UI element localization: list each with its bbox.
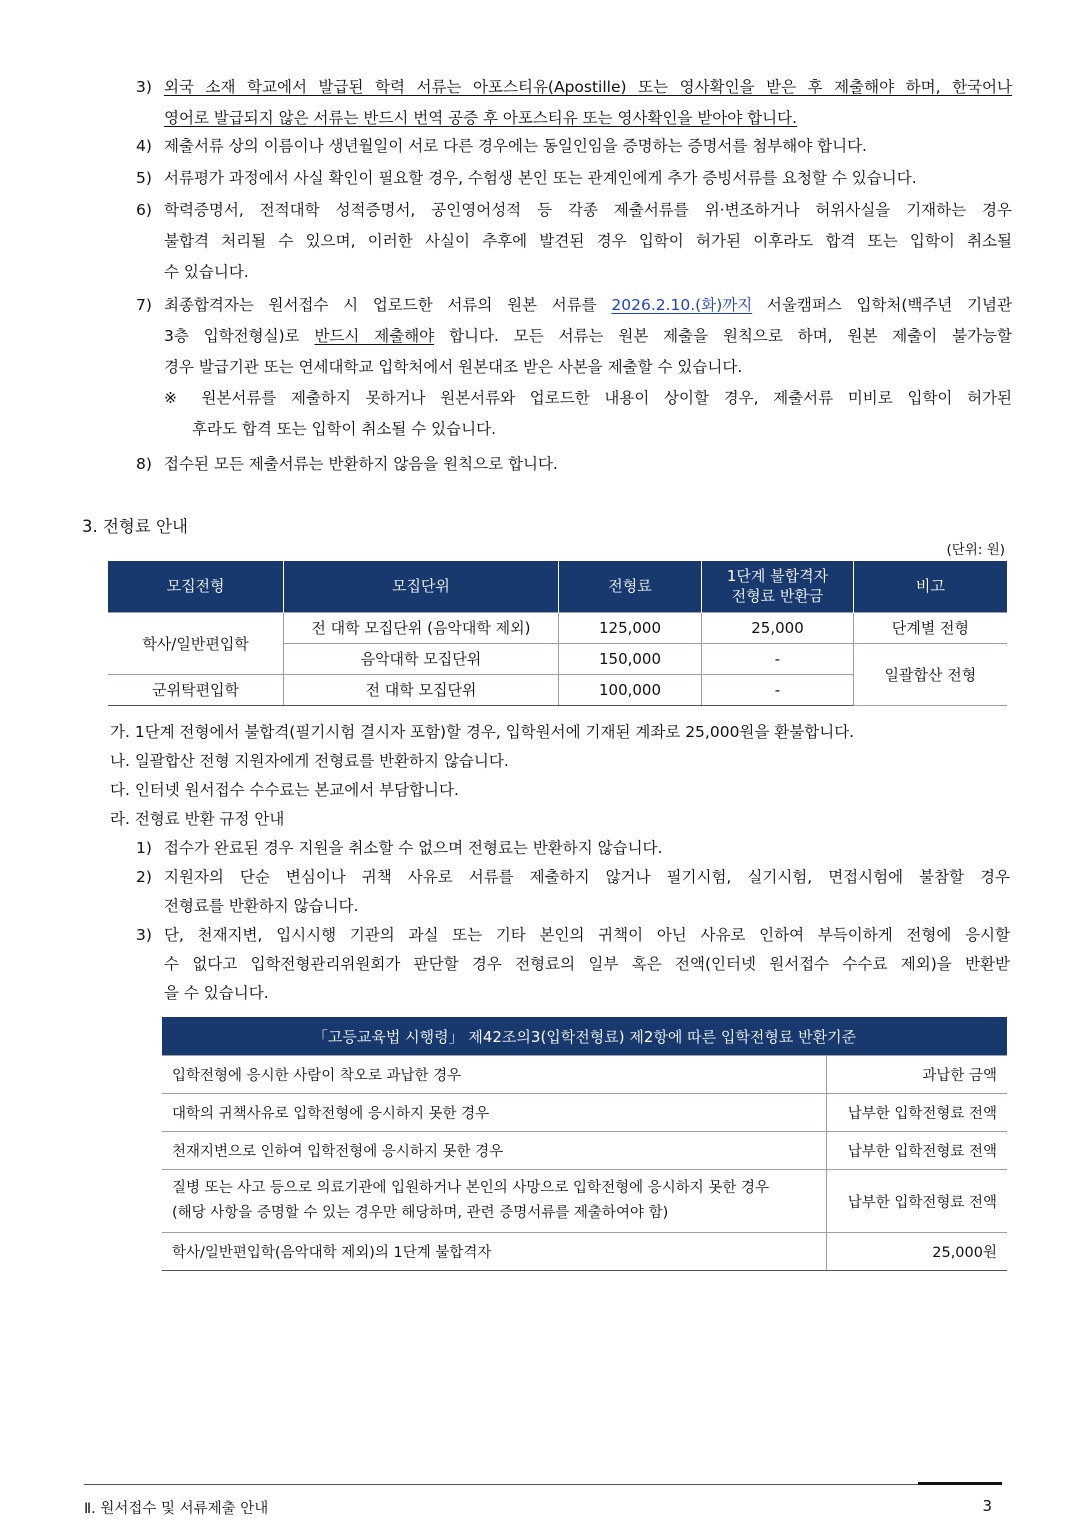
- list-item-7: [136, 290, 1012, 445]
- fee-notes: [110, 718, 1010, 1008]
- table-row: [162, 1056, 1007, 1094]
- item-text: 합니다. 모든 서류는 원본 제출을 원칙으로 하며, 원본 제출이 불가능할: [434, 327, 1012, 345]
- column-header: 모집단위: [284, 561, 559, 612]
- item-number: 3): [136, 926, 152, 944]
- refund-amount: 납부한 입학전형료 전액: [827, 1170, 1008, 1233]
- item-text: 제출서류 상의 이름이나 생년월일이 서로 다른 경우에는 동일인임을 증명하는 증명서를 첨부해야 합니다.: [164, 137, 867, 155]
- footer-section-title: Ⅱ. 원서접수 및 서류제출 안내: [84, 1501, 269, 1517]
- item-text: 을 수 있습니다.: [164, 984, 269, 1002]
- table-cell: -: [702, 643, 853, 674]
- table-cell: 학사/일반편입학: [108, 612, 284, 674]
- refund-case: 질병 또는 사고 등으로 의료기관에 입원하거나 본인의 사망으로 입학전형에 응시하지 못한 경우 (해당 사항을 증명할 수 있는 경우만 해당하며, 관련 증명서류를 제출하여야 함): [162, 1170, 827, 1233]
- note-ga: 가. 1단계 전형에서 불합격(필기시험 결시자 포함)할 경우, 입학원서에 기재된 계좌로 25,000원을 환불합니다.: [110, 723, 855, 741]
- footer-divider: [84, 1484, 1002, 1485]
- refund-case: 학사/일반편입학(음악대학 제외)의 1단계 불합격자: [162, 1233, 827, 1271]
- item-text: 단, 천재지변, 입시시행 기관의 과실 또는 기타 본인의 귀책이 아닌 사유로 인하여 부득이하게 전형에 응시할: [164, 926, 1010, 944]
- refund-criteria-table: [162, 1017, 1007, 1271]
- table-header-row: [162, 1017, 1007, 1056]
- table-cell: 150,000: [558, 643, 702, 674]
- item-number: 2): [136, 868, 152, 886]
- refund-amount: 과납한 금액: [827, 1056, 1008, 1094]
- item-text: 영어로 발급되지 않은 서류는 반드시 번역 공증 후 아포스티유 또는 영사확인을 받아야 합니다.: [164, 109, 798, 127]
- deadline-link[interactable]: 2026.2.10.(화)까지: [611, 296, 753, 314]
- item-text: 지원자의 단순 변심이나 귀책 사유로 서류를 제출하지 않거나 필기시험, 실기시험, 면접시험에 불참할 경우: [164, 868, 1010, 886]
- list-item-5: [136, 163, 1012, 194]
- item-text: 최종합격자는 원서접수 시 업로드한 서류의 원본 서류를: [164, 296, 612, 314]
- item-text: 접수가 완료된 경우 지원을 취소할 수 없으며 전형료는 반환하지 않습니다.: [164, 839, 663, 857]
- table-row: [108, 612, 1007, 643]
- column-header: 모집전형: [108, 561, 284, 612]
- refund-amount: 납부한 입학전형료 전액: [827, 1094, 1008, 1132]
- table-cell: 군위탁편입학: [108, 674, 284, 705]
- table-header-row: [108, 561, 1007, 612]
- page-number: 3: [982, 1497, 992, 1515]
- list-item-6: [136, 195, 1012, 288]
- item-text: 불합격 처리될 수 있으며, 이러한 사실이 추후에 발견된 경우 입학이 허가된 이후라도 합격 또는 입학이 취소될: [164, 232, 1012, 250]
- unit-label: (단위: 원): [946, 542, 1005, 558]
- note-na: 나. 일괄합산 전형 지원자에게 전형료를 반환하지 않습니다.: [110, 752, 509, 770]
- item-text: 수 있습니다.: [164, 263, 249, 281]
- refund-amount: 25,000원: [827, 1233, 1008, 1271]
- table-cell: 125,000: [558, 612, 702, 643]
- fee-table: [108, 561, 1007, 706]
- column-header: 비고: [853, 561, 1007, 612]
- item-text: 경우 발급기관 또는 연세대학교 입학처에서 원본대조 받은 사본을 제출할 수 있습니다.: [164, 358, 743, 376]
- item-number: 5): [136, 169, 152, 187]
- refund-rules: [110, 834, 1010, 1008]
- column-header: 전형료: [558, 561, 702, 612]
- item-text: 외국 소재 학교에서 발급된 학력 서류는 아포스티유(Apostille) 또는 영사확인을 받은 후 제출해야 하며, 한국어나: [164, 78, 1012, 96]
- note-text: ※ 원본서류를 제출하지 못하거나 원본서류와 업로드한 내용이 상이할 경우, 제출서류 미비로 입학이 허가된: [164, 389, 1012, 407]
- refund-case: 천재지변으로 인하여 입학전형에 응시하지 못한 경우: [162, 1132, 827, 1170]
- item-text: 수 없다고 입학전형관리위원회가 판단할 경우 전형료의 일부 혹은 전액(인터넷 원서접수 수수료 제외)을 반환받: [164, 955, 1010, 973]
- item-text: 서류평가 과정에서 사실 확인이 필요할 경우, 수험생 본인 또는 관계인에게 추가 증빙서류를 요청할 수 있습니다.: [164, 169, 917, 187]
- note-da: 다. 인터넷 원서접수 수수료는 본교에서 부담합니다.: [110, 781, 459, 799]
- column-header: 1단계 불합격자 전형료 반환금: [702, 561, 853, 612]
- list-item-3: [136, 72, 1012, 134]
- table-title: 「고등교육법 시행령」 제42조의3(입학전형료) 제2항에 따른 입학전형료 반환기준: [162, 1017, 1007, 1056]
- table-cell: 전 대학 모집단위: [284, 674, 559, 705]
- table-cell: 25,000: [702, 612, 853, 643]
- underlined-text: 반드시 제출해야: [314, 327, 435, 345]
- item-number: 1): [136, 839, 152, 857]
- table-row: [162, 1094, 1007, 1132]
- table-cell: -: [702, 674, 853, 705]
- table-cell: 전 대학 모집단위 (음악대학 제외): [284, 612, 559, 643]
- refund-case: 대학의 귀책사유로 입학전형에 응시하지 못한 경우: [162, 1094, 827, 1132]
- item-number: 6): [136, 201, 152, 219]
- section-heading: 3. 전형료 안내: [82, 517, 188, 536]
- list-item-8: [136, 449, 1012, 480]
- table-row: [162, 1132, 1007, 1170]
- item-text: 3층 입학전형실)로: [164, 327, 315, 345]
- item-text: 서울캠퍼스 입학처(백주년 기념관: [752, 296, 1013, 314]
- table-row: [162, 1170, 1007, 1233]
- item-text: 학력증명서, 전적대학 성적증명서, 공인영어성적 등 각종 제출서류를 위·변조하거나 허위사실을 기재하는 경우: [164, 201, 1012, 219]
- table-cell: 단계별 전형: [853, 612, 1007, 643]
- item-text: 전형료를 반환하지 않습니다.: [164, 897, 359, 915]
- item-number: 8): [136, 455, 152, 473]
- note-text: 후라도 합격 또는 입학이 취소될 수 있습니다.: [192, 420, 497, 438]
- refund-case: 입학전형에 응시한 사람이 착오로 과납한 경우: [162, 1056, 827, 1094]
- table-cell: 100,000: [558, 674, 702, 705]
- item-number: 4): [136, 137, 152, 155]
- list-item-4: [136, 131, 1012, 162]
- table-cell: 음악대학 모집단위: [284, 643, 559, 674]
- item-number: 7): [136, 296, 152, 314]
- note-ra: 라. 전형료 반환 규정 안내: [110, 810, 285, 828]
- refund-amount: 납부한 입학전형료 전액: [827, 1132, 1008, 1170]
- table-cell: 일괄합산 전형: [853, 643, 1007, 705]
- footer-accent-bar: [918, 1482, 1002, 1485]
- table-row: [162, 1233, 1007, 1271]
- item-text: 접수된 모든 제출서류는 반환하지 않음을 원칙으로 합니다.: [164, 455, 558, 473]
- item-number: 3): [136, 78, 152, 96]
